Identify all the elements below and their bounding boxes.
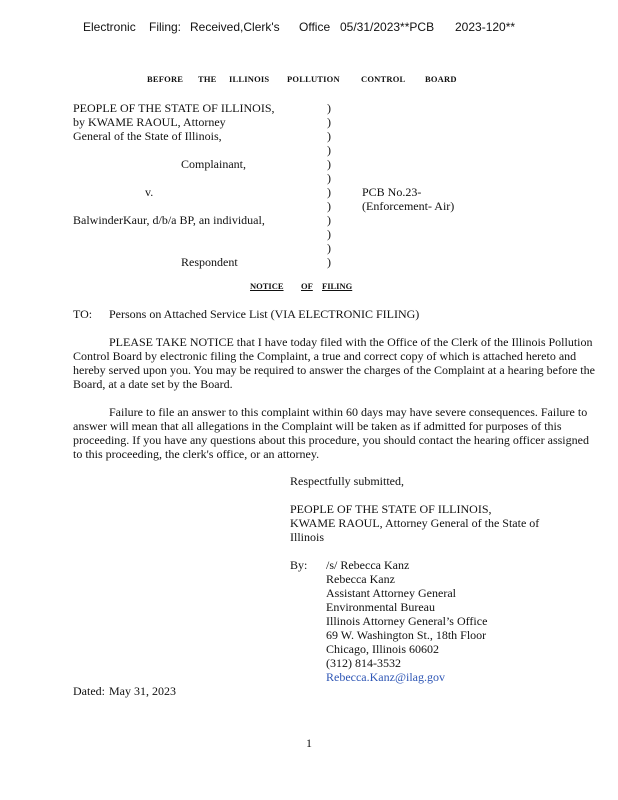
signature-party-line-2: KWAME RAOUL, Attorney General of the State of: [290, 516, 540, 530]
notice-title-filing: FILING: [322, 281, 353, 291]
page-number: 1: [306, 736, 312, 750]
signature-name: Rebecca Kanz: [326, 572, 395, 586]
dated-label: Dated:: [73, 684, 105, 698]
caption-paren: ): [327, 143, 331, 157]
board-heading-illinois: ILLINOIS: [229, 74, 270, 84]
board-heading-pollution: POLLUTION: [287, 74, 340, 84]
caption-paren: ): [327, 101, 331, 115]
caption-paren: ): [327, 157, 331, 171]
signature-phone: (312) 814-3532: [326, 656, 401, 670]
caption-paren: ): [327, 199, 331, 213]
signature-signed: /s/ Rebecca Kanz: [326, 558, 410, 572]
signature-street: 69 W. Washington St., 18th Floor: [326, 628, 487, 642]
signature-office: Illinois Attorney General’s Office: [326, 614, 488, 628]
caption-paren: ): [327, 171, 331, 185]
caption-complainant: Complainant,: [181, 157, 246, 171]
caption-defendant: BalwinderKaur, d/b/a BP, an individual,: [73, 213, 265, 227]
signature-title: Assistant Attorney General: [326, 586, 456, 600]
case-number: PCB No.23-: [362, 185, 422, 199]
caption-paren: ): [327, 213, 331, 227]
signature-by-label: By:: [290, 558, 308, 572]
board-heading-control: CONTROL: [361, 74, 406, 84]
to-label: TO:: [73, 307, 93, 321]
board-heading-before: BEFORE: [147, 74, 184, 84]
dated-value: May 31, 2023: [109, 684, 176, 698]
caption-respondent: Respondent: [181, 255, 238, 269]
caption-paren: ): [327, 255, 331, 269]
caption-versus: v.: [145, 185, 154, 199]
caption-paren: ): [327, 129, 331, 143]
caption-plaintiff-line-1: PEOPLE OF THE STATE OF ILLINOIS,: [73, 101, 275, 115]
caption-plaintiff-line-3: General of the State of Illinois,: [73, 129, 222, 143]
notice-paragraph-1: [73, 335, 601, 391]
filing-header-electronic: Electronic: [83, 20, 136, 34]
filing-header-office: Office: [299, 20, 331, 34]
filing-header-number: 2023-120**: [455, 20, 516, 34]
signature-email-link[interactable]: Rebecca.Kanz@ilag.gov: [326, 670, 445, 684]
signature-city: Chicago, Illinois 60602: [326, 642, 439, 656]
filing-header-received: Received,Clerk's: [190, 20, 280, 34]
to-text: Persons on Attached Service List (VIA ELECTRONIC FILING): [109, 307, 420, 321]
notice-title-of: OF: [301, 281, 313, 291]
notice-paragraph-2-text: Failure to file an answer to this complaint within 60 days may have severe consequences. Failure to answer will mean that all allegations in the Complaint will be taken as if admitted for purposes of this proceeding. If you have any questions about this procedure, you should contact the hearing officer assigned to this proceeding, the clerk's office, or an attorney.: [73, 405, 589, 461]
caption-paren: ): [327, 241, 331, 255]
signature-party-line-3: Illinois: [290, 530, 325, 544]
case-type: (Enforcement- Air): [362, 199, 455, 213]
filing-header-filing: Filing:: [149, 20, 182, 34]
caption-plaintiff-line-2: by KWAME RAOUL, Attorney: [73, 115, 226, 129]
caption-paren: ): [327, 115, 331, 129]
signature-party-line-1: PEOPLE OF THE STATE OF ILLINOIS,: [290, 502, 492, 516]
notice-paragraph-2: [73, 405, 601, 461]
notice-title-notice: NOTICE: [250, 281, 284, 291]
signature-bureau: Environmental Bureau: [326, 600, 435, 614]
filing-header-date: 05/31/2023**PCB: [340, 20, 435, 34]
board-heading-the: THE: [198, 74, 217, 84]
caption-paren: ): [327, 227, 331, 241]
notice-paragraph-1-text: PLEASE TAKE NOTICE that I have today filed with the Office of the Clerk of the Illinois Pollution Control Board by electronic filing the Complaint, a true and correct copy of which is attached hereto and hereby served upon you. You may be required to answer the charges of the Complaint at a hearing before the Board, at a date set by the Board.: [73, 335, 595, 391]
caption-paren: ): [327, 185, 331, 199]
board-heading-board: BOARD: [425, 74, 457, 84]
signature-closing: Respectfully submitted,: [290, 474, 404, 488]
